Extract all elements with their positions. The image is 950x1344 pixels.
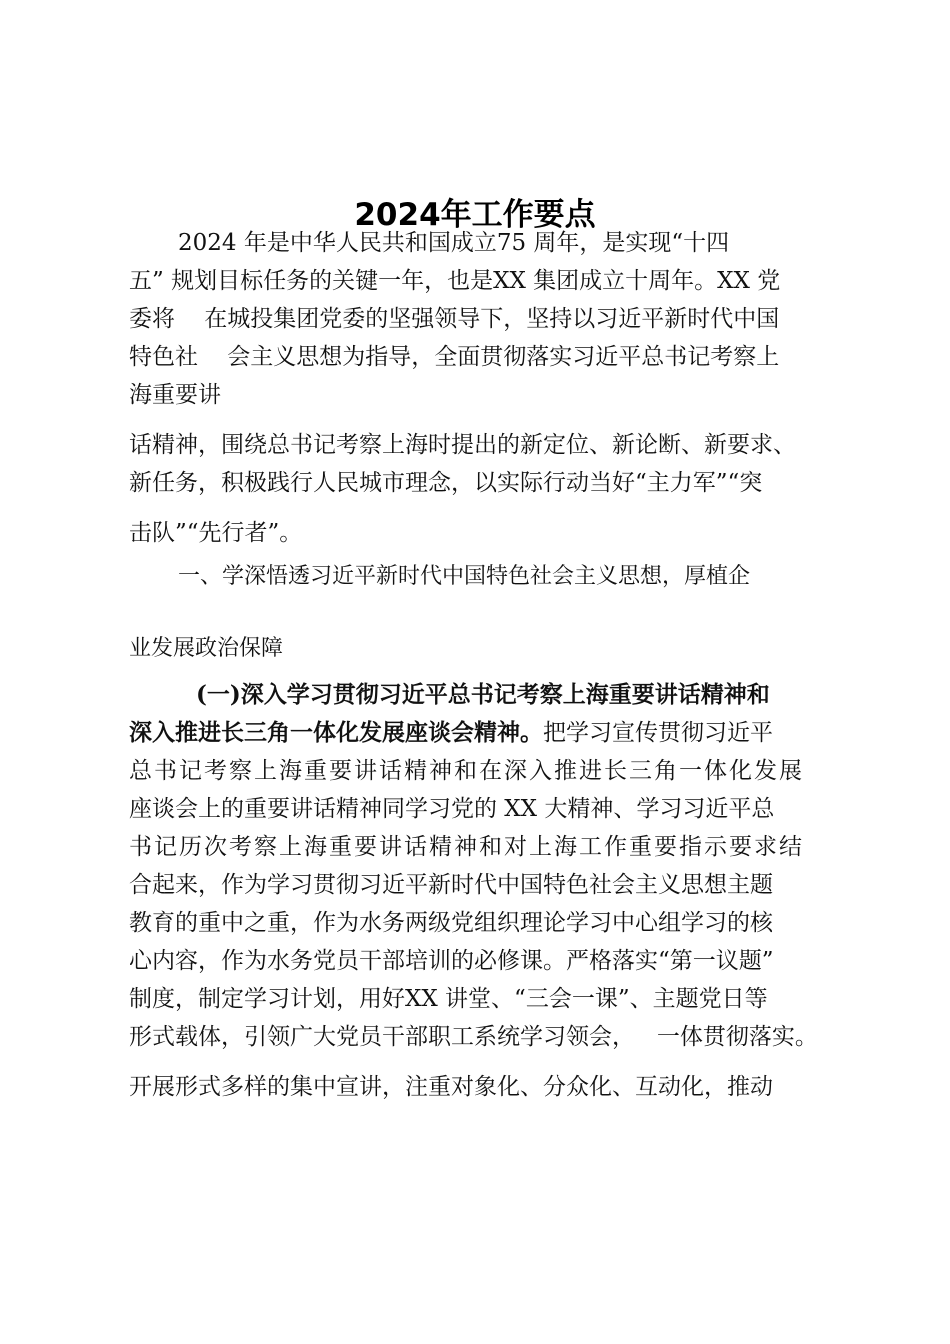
- intro-line-4: 特色社 会主义思想为指导，全面贯彻落实习近平总书记考察上: [129, 344, 780, 370]
- intro-line-2: 五” 规划目标任务的关键一年，也是XX 集团成立十周年。XX 党: [129, 268, 781, 294]
- item-heading-line-2: 深入推进长三角一体化发展座谈会精神。: [129, 719, 543, 746]
- item-line-10: 形式载体，引领广大党员干部职工系统学习领会， 一体贯彻落实。: [129, 1024, 818, 1050]
- document-title: 2024年工作要点: [354, 197, 596, 233]
- intro-line-8: 击队”“先行者”。: [129, 520, 303, 546]
- item-heading-line-1: (一)深入学习贯彻习近平总书记考察上海重要讲话精神和: [196, 681, 770, 708]
- item-line-3: 总书记考察上海重要讲话精神和在深入推进长三角一体化发展: [129, 758, 804, 784]
- section-heading-line-1: 一、学深悟透习近平新时代中国特色社会主义思想，厚植企: [178, 564, 751, 589]
- intro-line-6: 话精神，围绕总书记考察上海时提出的新定位、新论断、新要求、: [129, 432, 796, 458]
- intro-line-1: 2024 年是中华人民共和国成立75 周年，是实现“十四: [178, 230, 730, 256]
- intro-line-5: 海重要讲: [129, 382, 221, 408]
- section-heading-line-2: 业发展政治保障: [129, 636, 284, 661]
- intro-line-3: 委将 在城投集团党委的坚强领导下，坚持以习近平新时代中国: [129, 306, 780, 332]
- item-line-2-rest: 把学习宣传贯彻习近平: [543, 720, 773, 746]
- item-line-7: 教育的重中之重，作为水务两级党组织理论学习中心组学习的核: [129, 910, 773, 936]
- item-line-2: [129, 718, 773, 748]
- intro-line-7: 新任务，积极践行人民城市理念，以实际行动当好“主力军”“突: [129, 470, 763, 496]
- item-line-6: 合起来，作为学习贯彻习近平新时代中国特色社会主义思想主题: [129, 872, 773, 898]
- item-line-4: 座谈会上的重要讲话精神同学习党的 XX 大精神、学习习近平总: [129, 796, 775, 822]
- item-line-5: 书记历次考察上海重要讲话精神和对上海工作重要指示要求结: [129, 834, 804, 860]
- item-line-8: 心内容，作为水务党员干部培训的必修课。严格落实“第一议题”: [129, 948, 774, 974]
- item-line-11: 开展形式多样的集中宣讲，注重对象化、分众化、互动化，推动: [129, 1074, 773, 1100]
- item-line-9: 制度，制定学习计划，用好XX 讲堂、“三会一课”、主题党日等: [129, 986, 768, 1012]
